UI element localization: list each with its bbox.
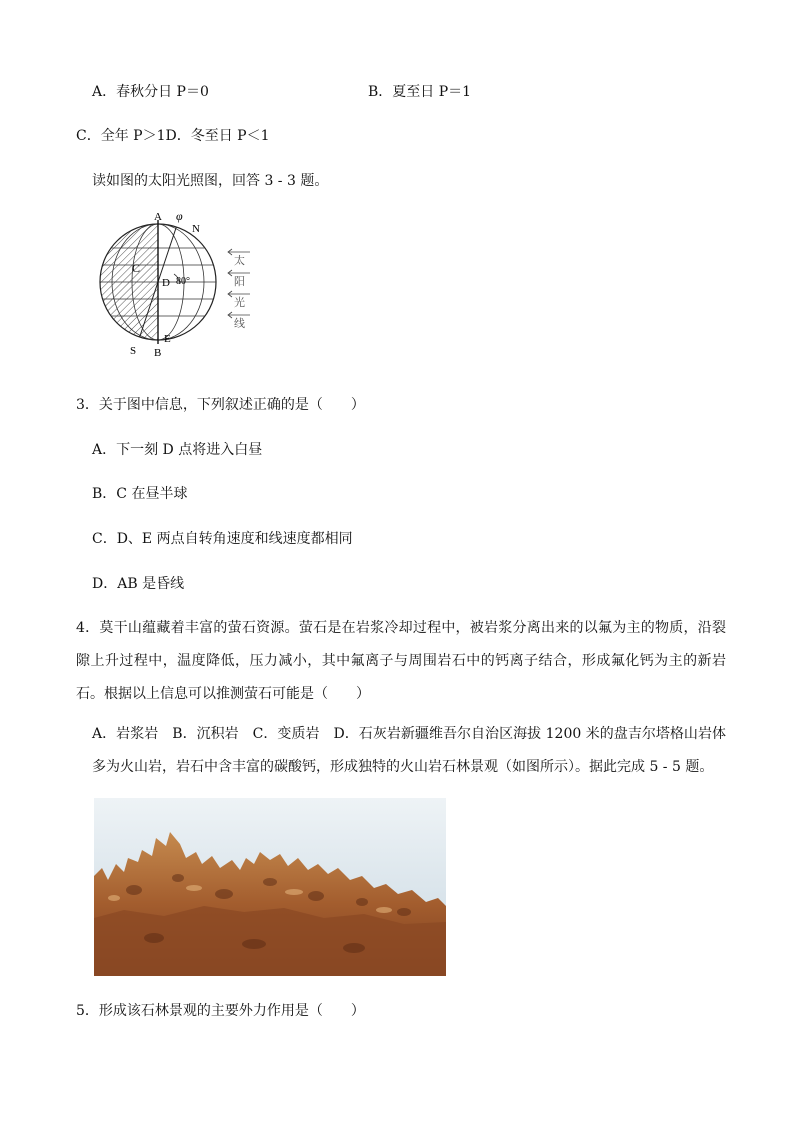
q4-option-d-and-q5-intro: D．石灰岩新疆维吾尔自治区海拔 1200 米的盘吉尔塔格山岩体多为火山岩，岩石中含丰富的碳酸钙，形成独特的火山岩石林景观（如图所示）。据此完成 5 - 5 题。 <box>92 726 726 775</box>
sun-text-3: 光 <box>234 296 245 309</box>
sun-text-4: 线 <box>234 317 245 330</box>
label-s: S <box>130 345 137 357</box>
q3-option-b: B．C 在昼半球 <box>92 486 188 502</box>
label-a: A <box>154 211 162 223</box>
q3-stem: 3．关于图中信息，下列叙述正确的是（ ） <box>76 397 365 413</box>
q3-option-a: A．下一刻 D 点将进入白昼 <box>92 442 263 458</box>
label-80-degrees: 80° <box>176 276 190 287</box>
globe-illumination-svg <box>88 210 258 362</box>
q3-option-c: C．D、E 两点自转角速度和线速度都相同 <box>92 531 353 547</box>
q3-intro: 读如图的太阳光照图，回答 3 - 3 题。 <box>92 173 329 189</box>
volcanic-rock-forest-photo <box>94 798 446 976</box>
q4-option-b: B．沉积岩 <box>172 726 239 742</box>
q4-option-a: A．岩浆岩 <box>92 726 159 742</box>
label-e: E <box>164 333 171 345</box>
sun-text-2: 阳 <box>234 275 245 288</box>
q3-option-d: D．AB 是昏线 <box>92 576 185 592</box>
q2-option-a: A．春秋分日 P＝0 <box>92 84 209 100</box>
q4-stem: 4．莫干山蕴藏着丰富的萤石资源。萤石是在岩浆冷却过程中，被岩浆分离出来的以氟为主的物质，沿裂隙上升过程中，温度降低，压力减小，其中氟离子与周围岩石中的钙离子结合，形成氟化钙为主的新岩石。根据以上信息可以推测萤石可能是（ ） <box>76 620 726 702</box>
label-c: C <box>132 261 141 275</box>
q5-stem: 5．形成该石林景观的主要外力作用是（ ） <box>76 1003 365 1019</box>
rock-forest-illustration <box>94 798 446 976</box>
q4-options <box>92 718 726 784</box>
sunlight-diagram <box>88 210 258 362</box>
label-phi: φ <box>176 210 183 223</box>
q2-option-c-d: C．全年 P＞1D．冬至日 P＜1 <box>76 128 270 144</box>
q4-option-c: C．变质岩 <box>252 726 320 742</box>
sun-text-1: 太 <box>234 254 245 267</box>
label-b: B <box>154 347 162 359</box>
label-n: N <box>192 223 200 235</box>
q2-option-b: B．夏至日 P＝1 <box>368 84 472 100</box>
label-d: D <box>162 277 170 289</box>
